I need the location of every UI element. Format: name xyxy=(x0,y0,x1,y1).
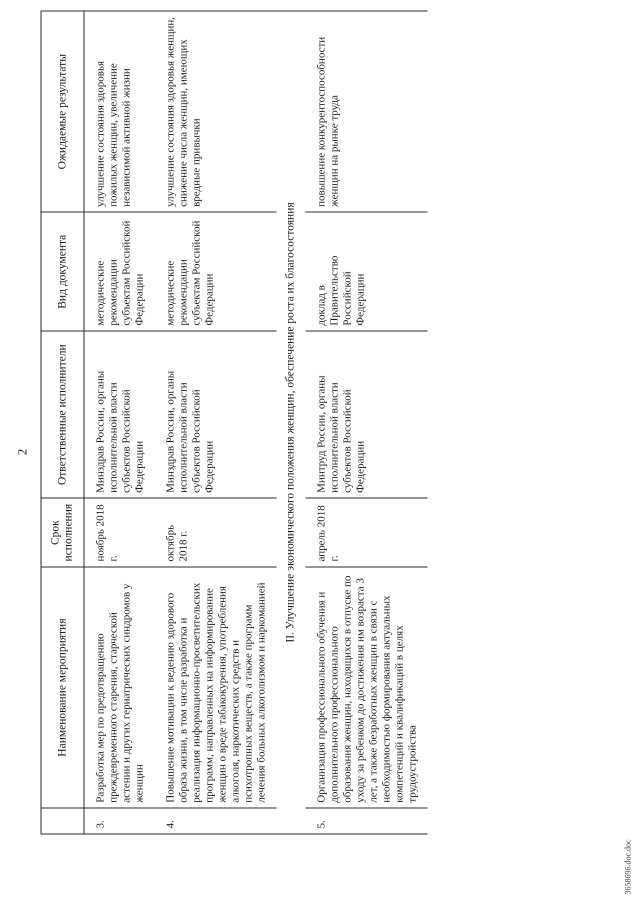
table-row xyxy=(154,11,276,834)
row-executors: Минздрав России, органы исполнительной власти субъектов Российской Федерации xyxy=(84,331,155,498)
table-header-row xyxy=(41,11,84,834)
row-name: Повышение мотивации к ведению здорового образа жизни, в том числе разработка и реализация информационно-просветительских программ, направленных на информирование женщин о вреде табакокурения, употребления алкоголя, наркотических средств и психотропных веществ, а также программ лечения больных алкоголизмом и наркоманией xyxy=(154,567,276,808)
footer-filename: 3658696.doc.doc xyxy=(623,839,632,895)
row-results: улучшение состояния здоровья женщин, снижение числа женщин, имеющих вредные привычки xyxy=(154,11,276,212)
header-term: Срок исполнения xyxy=(41,498,84,567)
row-term: ноябрь 2018 г. xyxy=(84,498,155,567)
table-row xyxy=(305,11,427,834)
row-number: 5. xyxy=(305,808,427,834)
measures-table xyxy=(40,11,427,835)
row-results: повышение конкурентоспособности женщин на рынке труда xyxy=(305,11,427,212)
section-title: II. Улучшение экономического положения женщин, обеспечение роста их благосостояния xyxy=(276,11,305,834)
header-number xyxy=(41,808,84,834)
header-executors: Ответственные исполнители xyxy=(41,331,84,498)
header-results: Ожидаемые результаты xyxy=(41,11,84,212)
row-executors: Минздрав России, органы исполнительной власти субъектов Российской Федерации xyxy=(154,331,276,498)
row-doc-type: методические рекомендации субъектам Российской Федерации xyxy=(84,212,155,331)
section-heading-row xyxy=(276,11,305,834)
row-term: октябрь 2018 г. xyxy=(154,498,276,567)
row-doc-type: методические рекомендации субъектам Российской Федерации xyxy=(154,212,276,331)
row-name: Организация профессионального обучения и дополнительного профессионального образования женщин, находящихся в отпуске по уходу за ребенком до достижения им возраста 3 лет, а также безработных женщин в связи с необходимостью формирования актуальных компетенций и квалификаций в целях трудоустройства xyxy=(305,567,427,808)
row-doc-type: доклад в Правительство Российской Федерации xyxy=(305,212,427,331)
row-name: Разработка мер по предотвращению преждевременного старения, старческой астении и других гериатрических синдромов у женщин xyxy=(84,567,155,808)
row-results: улучшение состояния здоровья пожилых женщин, увеличение независимой активной жизни xyxy=(84,11,155,212)
row-number: 4. xyxy=(154,808,276,834)
page-number: 2 xyxy=(14,448,29,456)
header-doc-type: Вид документа xyxy=(41,212,84,331)
table-row xyxy=(84,11,155,834)
row-term: апрель 2018 г. xyxy=(305,498,427,567)
header-name: Наименование мероприятия xyxy=(41,567,84,808)
row-executors: Минтруд России, органы исполнительной власти субъектов Российской Федерации xyxy=(305,331,427,498)
row-number: 3. xyxy=(84,808,155,834)
